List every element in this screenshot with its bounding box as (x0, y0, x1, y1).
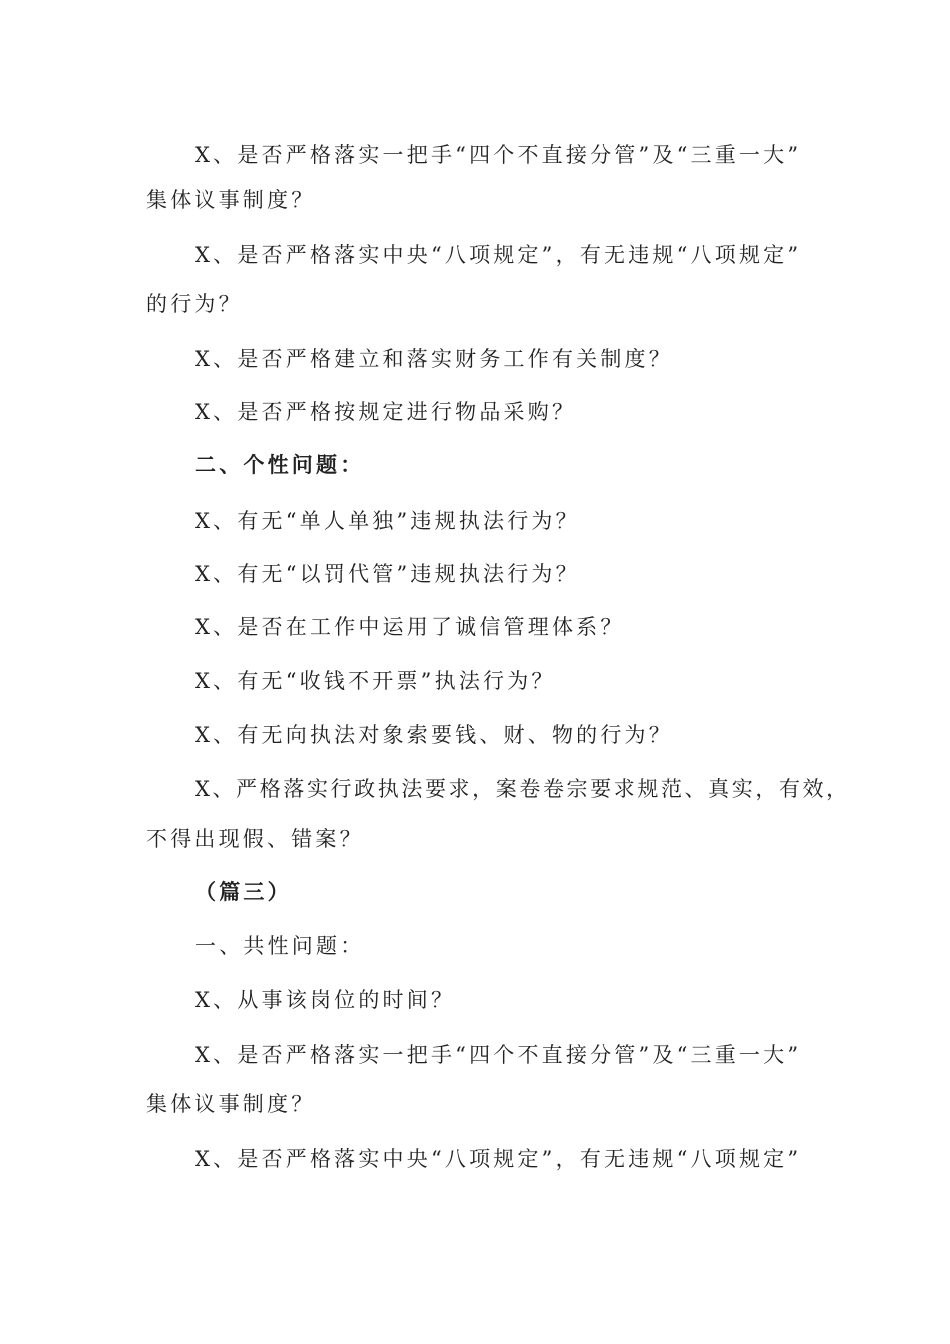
section-heading: （篇三） (195, 879, 292, 904)
paragraph-line: 不得出现假、错案？ (146, 827, 364, 851)
section-heading: 二、个性问题： (195, 452, 365, 477)
paragraph-line: 集体议事制度？ (146, 1092, 316, 1116)
paragraph-line: X、有无“单人单独”违规执法行为？ (195, 509, 580, 533)
paragraph-line: 集体议事制度？ (146, 188, 316, 212)
section-heading: 一、共性问题： (195, 934, 365, 958)
paragraph-line: X、有无“以罚代管”违规执法行为？ (195, 562, 580, 586)
paragraph-line: 的行为？ (146, 292, 243, 316)
paragraph-line: X、是否严格按规定进行物品采购？ (195, 400, 577, 424)
paragraph-line: X、有无向执法对象索要钱、财、物的行为？ (195, 723, 673, 747)
paragraph-line: X、严格落实行政执法要求，案卷卷宗要求规范、真实，有效， (195, 777, 850, 801)
paragraph-line: X、是否在工作中运用了诚信管理体系？ (195, 615, 625, 639)
paragraph-line: X、从事该岗位的时间？ (195, 988, 456, 1012)
paragraph-line: X、是否严格落实中央“八项规定”，有无违规“八项规定” (195, 1147, 802, 1171)
paragraph-line: X、是否严格落实中央“八项规定”，有无违规“八项规定” (195, 243, 802, 267)
paragraph-line: X、是否严格落实一把手“四个不直接分管”及“三重一大” (195, 143, 802, 167)
paragraph-line: X、是否严格落实一把手“四个不直接分管”及“三重一大” (195, 1043, 802, 1067)
paragraph-line: X、有无“收钱不开票”执法行为？ (195, 669, 556, 693)
paragraph-line: X、是否严格建立和落实财务工作有关制度？ (195, 347, 673, 371)
